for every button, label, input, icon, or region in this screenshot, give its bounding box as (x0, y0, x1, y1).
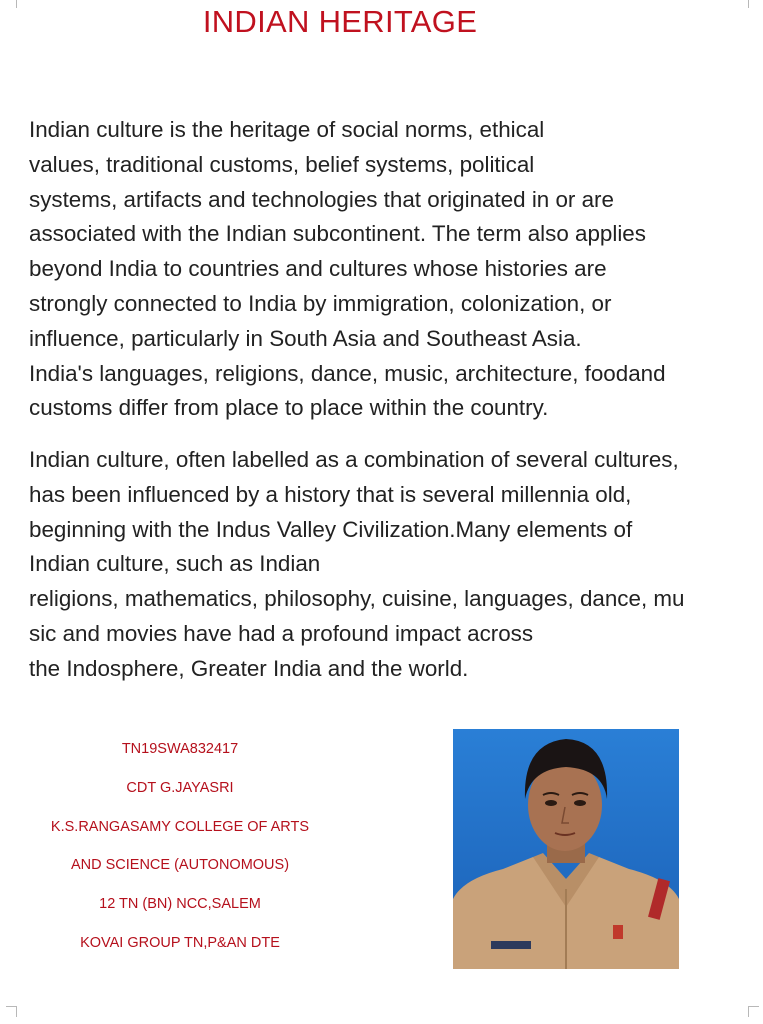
unit-name: 12 TN (BN) NCC,SALEM (99, 896, 261, 913)
page-corner-mark (748, 1006, 759, 1017)
cadet-id: TN19SWA832417 (121, 741, 239, 757)
group-name: KOVAI GROUP TN,P&AN DTE (80, 934, 280, 951)
page-title: INDIAN HERITAGE (202, 4, 478, 39)
text-line: Indian culture, often labelled as a combination of several cultures, (29, 447, 679, 472)
text-line: beyond India to countries and cultures whose histories are (29, 256, 607, 282)
text-line: sic and movies have had a profound impact across (29, 620, 534, 646)
text-line: values, traditional customs, belief systems, political (29, 151, 535, 177)
text-line: systems, artifacts and technologies that originated in or are (29, 186, 614, 212)
paragraph-intro (29, 113, 757, 426)
text-line: associated with the Indian subcontinent. The term also applies (29, 221, 646, 247)
college-name-cont: AND SCIENCE (AUTONOMOUS) (70, 857, 290, 874)
text-line: Indian culture, such as Indian (29, 551, 321, 577)
cadet-photo (453, 729, 679, 969)
college-name: K.S.RANGASAMY COLLEGE OF ARTS (50, 818, 310, 835)
text-line: customs differ from place to place within the country. (29, 395, 549, 421)
text-line: strongly connected to India by immigration, colonization, or (29, 290, 612, 316)
text-line: beginning with the Indus Valley Civilization.Many elements of (29, 516, 633, 542)
text-line: influence, particularly in South Asia and Southeast Asia. (29, 325, 582, 351)
cadet-credits (30, 734, 330, 967)
text-line: Indian culture is the heritage of social norms, ethical (29, 117, 545, 142)
text-line: India's languages, religions, dance, music, architecture, foodand (29, 360, 666, 386)
text-line: the Indosphere, Greater India and the world. (29, 655, 469, 681)
paragraph-influence (29, 443, 757, 687)
cadet-name: CDT G.JAYASRI (126, 779, 234, 796)
name-tag (491, 941, 531, 949)
badge (613, 925, 623, 939)
text-line: religions, mathematics, philosophy, cuisine, languages, dance, mu (29, 586, 685, 612)
page-corner-mark (6, 1006, 17, 1017)
page-corner-mark (748, 0, 759, 8)
text-line: has been influenced by a history that is several millennia old, (29, 481, 632, 507)
